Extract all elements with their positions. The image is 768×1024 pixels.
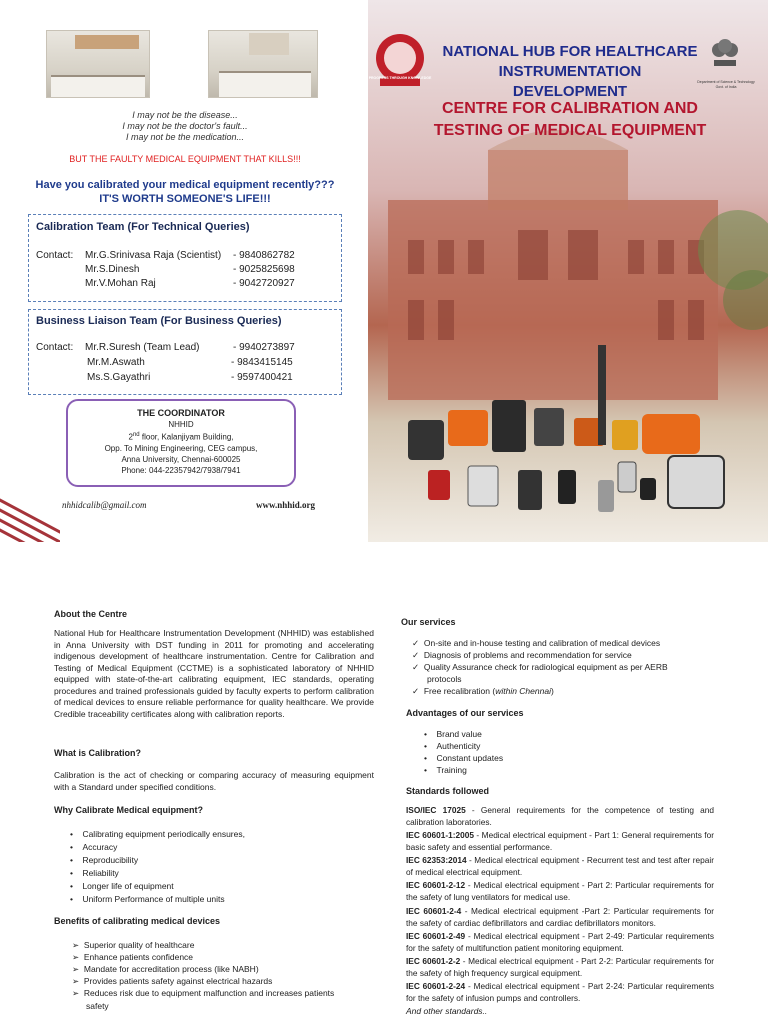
benefits-heading: Benefits of calibrating medical devices xyxy=(54,916,221,926)
about-text: National Hub for Healthcare Instrumentation Development (NHHID) was established in Anna University with DST funding in 2011 for promoting and accelerating indigenous development of healthcare instrumentation. Centre for Calibration and Testing of Medical Equipment (CCTME) is a sophisticated laboratory of NHHID equipped with state-of-the-art calibrating equipment, IEC standards, operating procedures and trained professionals guided by faculty experts to perform calibration of medical devices to ensure reliable performance for quality healthcare. We provide Credible traceability certificates along with calibration reports. xyxy=(54,628,374,719)
team-member-phone: - 9843415145 xyxy=(231,357,293,368)
list-item: • Calibrating equipment periodically ensures, xyxy=(70,829,245,839)
kills-line: BUT THE FAULTY MEDICAL EQUIPMENT THAT KILLS!!! xyxy=(69,154,301,164)
team-member-name: Mr.S.Dinesh xyxy=(85,264,140,275)
coordinator-phone: Phone: 044-22357942/7938/7941 xyxy=(121,465,241,475)
services-heading: Our services xyxy=(401,617,456,627)
list-item: • Brand value xyxy=(424,729,482,739)
decorative-stripes xyxy=(0,478,60,542)
list-item: ➢ Superior quality of healthcare xyxy=(72,940,195,950)
gov-caption: Department of Science & Technology xyxy=(697,80,755,84)
coordinator-address: Anna University, Chennai-600025 xyxy=(121,454,241,464)
list-item: ✓ On-site and in-house testing and calibration of medical devices xyxy=(412,638,661,648)
list-item: ✓ Quality Assurance check for radiological equipment as per AERB xyxy=(412,662,668,672)
quote-line: I may not be the medication... xyxy=(125,132,245,142)
other-standards: And other standards.. xyxy=(406,1006,488,1016)
team-member-phone: - 9042720927 xyxy=(233,278,295,289)
logo-caption: PROGRESS THROUGH KNOWLEDGE xyxy=(368,76,432,80)
coordinator-org: NHHID xyxy=(168,420,194,429)
team-member-name: Mr.M.Aswath xyxy=(87,357,145,368)
list-item: • Reproducibility xyxy=(70,855,139,865)
gov-caption: Govt. of India xyxy=(715,85,737,89)
email-link[interactable]: nhhidcalib@gmail.com xyxy=(62,500,147,510)
team-member-name: Mr.R.Suresh (Team Lead) xyxy=(85,342,200,353)
coordinator-address: Opp. To Mining Engineering, CEG campus, xyxy=(104,443,258,453)
coordinator-title: THE COORDINATOR xyxy=(137,408,225,418)
team-member-name: Ms.S.Gayathri xyxy=(87,372,151,383)
advantages-heading: Advantages of our services xyxy=(406,708,524,718)
list-item: ➢ Reduces risk due to equipment malfunction and increases patients xyxy=(72,988,335,998)
national-emblem-icon xyxy=(708,32,742,72)
list-item: ➢ Enhance patients confidence xyxy=(72,952,194,962)
coordinator-box xyxy=(66,399,296,487)
what-calibration-text: Calibration is the act of checking or comparing accuracy of measuring equipment with a Standard under specified conditions. xyxy=(54,770,374,792)
standard-item: ISO/IEC 17025 - General requirements for the competence of testing and calibration laboratories. xyxy=(406,805,714,827)
team-member-name: Mr.V.Mohan Raj xyxy=(85,278,156,289)
contact-label: Contact: xyxy=(36,250,74,261)
list-item: ➢ Provides patients safety against electrical hazards xyxy=(72,976,273,986)
list-item: • Uniform Performance of multiple units xyxy=(70,894,225,904)
list-item: safety xyxy=(86,1001,109,1011)
lab-photo-left xyxy=(46,30,150,98)
what-calibration-heading: What is Calibration? xyxy=(54,748,142,758)
team-member-phone: - 9597400421 xyxy=(231,372,293,383)
lab-photo-right xyxy=(208,30,318,98)
quote-line: I may not be the doctor's fault... xyxy=(122,121,248,131)
calibration-team-title: Calibration Team (For Technical Queries) xyxy=(36,221,250,233)
list-item: ✓ Diagnosis of problems and recommendation for service xyxy=(412,650,632,660)
standards-heading: Standards followed xyxy=(406,786,490,796)
coordinator-address-floor: 2nd floor, Kalanjiyam Building, xyxy=(128,432,234,442)
list-item: • Authenticity xyxy=(424,741,481,751)
standard-item: IEC 60601-1:2005 - Medical electrical equipment - Part 1: General requirements for basic safety and essential performance. xyxy=(406,830,714,852)
standard-item: IEC 62353:2014 - Medical electrical equipment - Recurrent test and test after repair of medical electrical equipment. xyxy=(406,855,714,877)
why-calibrate-heading: Why Calibrate Medical equipment? xyxy=(54,805,204,815)
list-item: • Training xyxy=(424,765,467,775)
list-item: protocols xyxy=(427,674,462,684)
standard-item: IEC 60601-2-2 - Medical electrical equipment - Part 2-2: Particular requirements for the safety of high frequency surgical equipment. xyxy=(406,956,714,978)
worth-line: IT'S WORTH SOMEONE'S LIFE!!! xyxy=(99,193,271,205)
list-item: • Longer life of equipment xyxy=(70,881,174,891)
standard-item: IEC 60601-2-24 - Medical electrical equipment - Part 2-24: Particular requirements for the safety of infusion pumps and controllers. xyxy=(406,981,714,1003)
team-member-phone: - 9840862782 xyxy=(233,250,295,261)
website-link[interactable]: www.nhhid.org xyxy=(256,500,316,510)
calibration-question: Have you calibrated your medical equipment recently??? xyxy=(35,179,335,191)
business-team-title: Business Liaison Team (For Business Queries) xyxy=(36,315,282,327)
header-title: NATIONAL HUB FOR HEALTHCARE INSTRUMENTATION DEVELOPMENT xyxy=(442,43,698,100)
list-item: • Constant updates xyxy=(424,753,504,763)
standard-item: IEC 60601-2-49 - Medical electrical equipment - Part 2-49: Particular requirements for the safety of multifunction patient monitoring equipment. xyxy=(406,931,714,953)
team-member-phone: - 9940273897 xyxy=(233,342,295,353)
list-item: ➢ Mandate for accreditation process (like NABH) xyxy=(72,964,259,974)
quote-line: I may not be the disease... xyxy=(132,110,238,120)
list-item: ✓ Free recalibration (within Chennai) xyxy=(412,686,554,696)
team-member-name: Mr.G.Srinivasa Raja (Scientist) xyxy=(85,250,222,261)
team-member-phone: - 9025825698 xyxy=(233,264,295,275)
standard-item: IEC 60601-2-12 - Medical electrical equipment - Part 2: Particular requirements for the safety of lung ventilators for medical use. xyxy=(406,880,714,902)
list-item: • Accuracy xyxy=(70,842,118,852)
contact-label: Contact: xyxy=(36,342,74,353)
list-item: • Reliability xyxy=(70,868,119,878)
about-heading: About the Centre xyxy=(54,609,127,619)
standard-item: IEC 60601-2-4 - Medical electrical equipment -Part 2: Particular requirements for the safety of cardiac defibrillators and cardiac defibrillators monitors. xyxy=(406,906,714,928)
centre-title: CENTRE FOR CALIBRATION AND TESTING OF MEDICAL EQUIPMENT xyxy=(433,100,707,139)
